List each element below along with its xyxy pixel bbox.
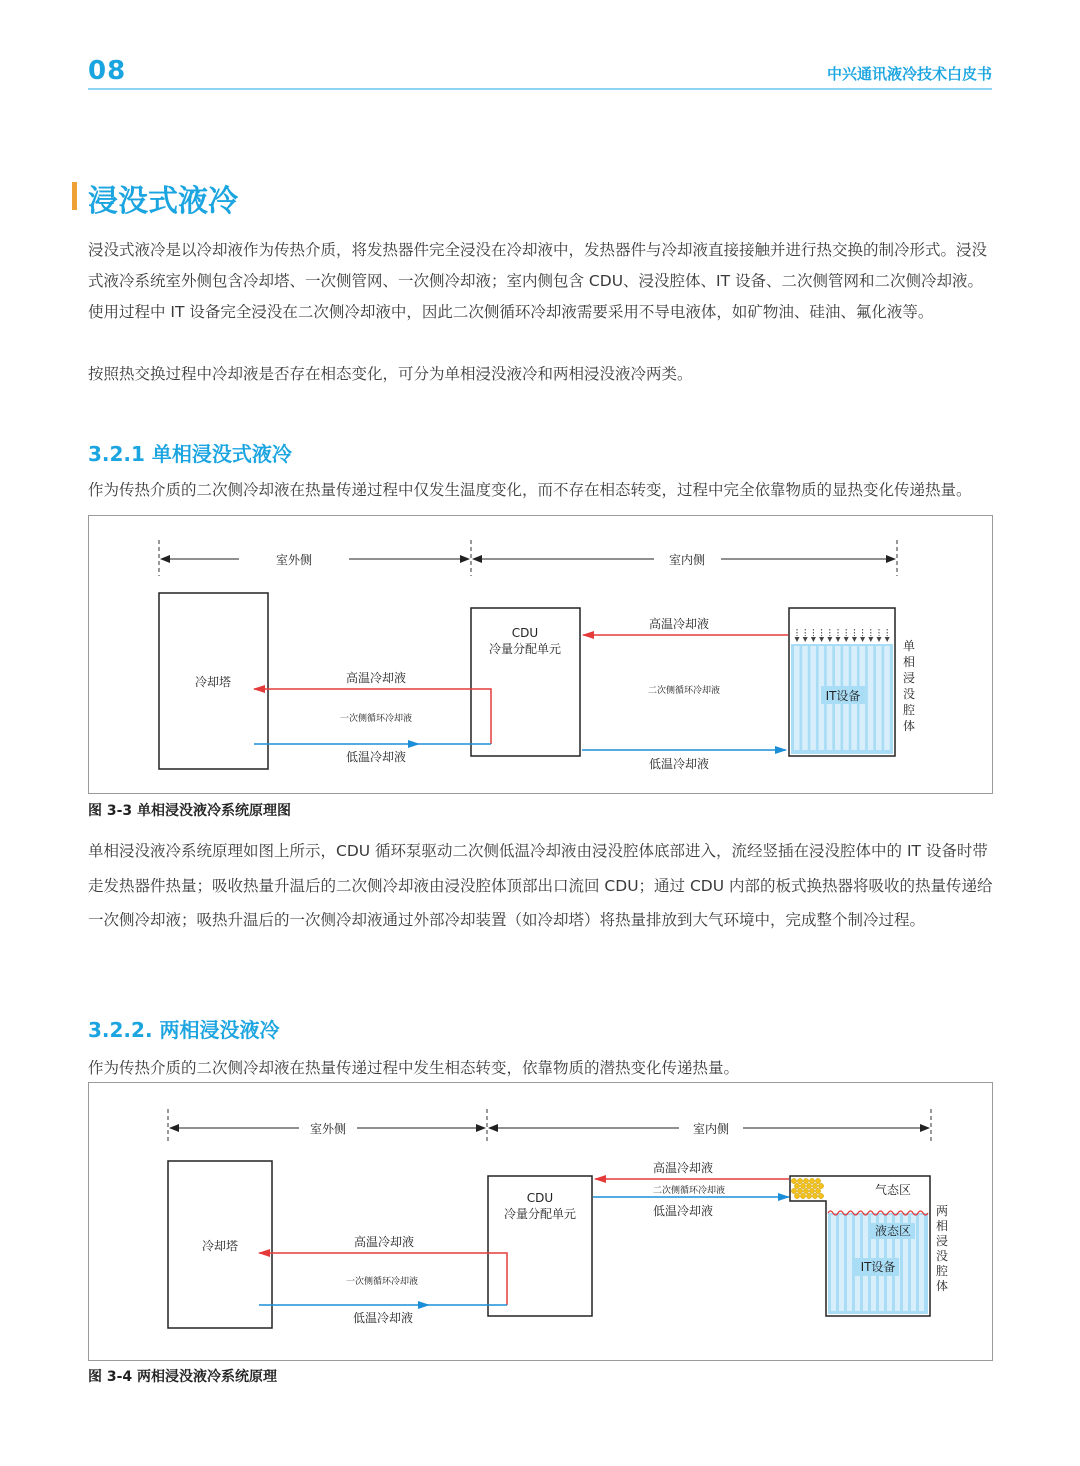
secondary-loop-label: 二次侧循环冷却液 [652, 1186, 726, 1196]
page-number: 08 [88, 56, 127, 86]
vapor-bubble-icon [806, 1193, 811, 1198]
tank-label-char: 体 [902, 719, 916, 733]
tank-label-char: 没 [902, 687, 916, 701]
vapor-bubble-icon [794, 1183, 799, 1188]
vapor-bubble-icon [812, 1193, 817, 1198]
tank-label-char: 浸 [935, 1234, 949, 1248]
vapor-bubble-icon [797, 1178, 802, 1183]
vapor-bubble-icon [800, 1193, 805, 1198]
tank-label-char: 两 [935, 1204, 949, 1218]
diagram-two-phase [89, 1083, 992, 1360]
secondary-cold-label: 低温冷却液 [652, 1204, 714, 1218]
subsection-desc-two-phase: 作为传热介质的二次侧冷却液在热量传递过程中发生相态转变，依靠物质的潜热变化传递热量。 [88, 1059, 740, 1077]
tank-label-char: 相 [935, 1219, 949, 1233]
document-title: 中兴通讯液冷技术白皮书 [826, 65, 992, 83]
vapor-bubble-icon [818, 1193, 823, 1198]
cdu-label: CDU [526, 1191, 554, 1205]
it-blade [794, 646, 800, 750]
secondary-loop-label: 二次侧循环冷却液 [647, 686, 721, 696]
vapor-bubble-icon [818, 1183, 823, 1188]
figure-two-phase [88, 1082, 993, 1361]
vapor-bubble-icon [815, 1178, 820, 1183]
primary-loop-label: 一次侧循环冷却液 [339, 714, 413, 724]
vapor-bubble-icon [815, 1188, 820, 1193]
section-marker [72, 182, 77, 210]
tank-label-char: 浸 [902, 671, 916, 685]
tank-label-char: 没 [935, 1249, 949, 1263]
it-blade [876, 646, 882, 750]
cooling-tower-label: 冷却塔 [201, 1239, 239, 1253]
it-blade [839, 1215, 844, 1311]
it-blade [884, 646, 890, 750]
tank-label-char: 体 [935, 1279, 949, 1293]
figure-caption-two-phase: 图 3-4 两相浸没液冷系统原理 [88, 1369, 278, 1385]
vapor-bubble-icon [812, 1183, 817, 1188]
vapor-bubble-icon [803, 1188, 808, 1193]
tank-vertical-label [936, 1204, 948, 1293]
it-blade [810, 646, 816, 750]
secondary-hot-label: 高温冷却液 [652, 1161, 714, 1175]
tank-label-char: 腔 [902, 703, 916, 717]
vapor-bubble-icon [809, 1178, 814, 1183]
classification-paragraph: 按照热交换过程中冷却液是否存在相态变化，可分为单相浸没液冷和两相浸没液冷两类。 [88, 365, 693, 383]
vapor-bubble-icon [797, 1188, 802, 1193]
subsection-title-two-phase: 3.2.2. 两相浸没液冷 [88, 1018, 280, 1042]
figure-caption-single-phase: 图 3-3 单相浸没液冷系统原理图 [88, 803, 292, 819]
section-title: 浸没式液冷 [88, 184, 238, 219]
subsection-desc-single-phase: 作为传热介质的二次侧冷却液在热量传递过程中仅发生温度变化，而不存在相态转变，过程中完全依靠物质的显热变化传递热量。 [88, 481, 972, 499]
subsection-title-single-phase: 3.2.1 单相浸没式液冷 [88, 442, 292, 466]
it-equipment-label: IT设备 [860, 1260, 896, 1274]
primary-loop-label: 一次侧循环冷却液 [345, 1277, 419, 1287]
figure-single-phase [88, 515, 993, 794]
secondary-hot-label: 高温冷却液 [648, 617, 710, 631]
primary-cold-label: 低温冷却液 [345, 750, 407, 764]
header-divider [88, 88, 992, 90]
outdoor-label: 室外侧 [309, 1122, 347, 1136]
it-blade [847, 1215, 852, 1311]
vapor-bubble-icon [806, 1183, 811, 1188]
diagram-single-phase [89, 516, 992, 793]
vapor-bubble-icon [803, 1178, 808, 1183]
cooling-tower-label: 冷却塔 [194, 675, 232, 689]
tank-label-char: 相 [902, 655, 916, 669]
it-blade [831, 1215, 836, 1311]
vapor-bubble-icon [791, 1178, 796, 1183]
it-blade [919, 1215, 924, 1311]
intro-paragraph: 浸没式液冷是以冷却液作为传热介质，将发热器件完全浸没在冷却液中，发热器件与冷却液直接接触并进行热交换的制冷形式。浸没式液冷系统室外侧包含冷却塔、一次侧管网、一次侧冷却液；室内侧包含 CDU、浸没腔体、IT 设备、二次侧管网和二次侧冷却液。使用过程中 IT 设备完全浸没在二次侧冷却液中，因此二次侧循环冷却液需要采用不导电液体，如矿物油、硅油、氟化液等。 [88, 241, 988, 321]
vapor-bubble-icon [794, 1193, 799, 1198]
vapor-bubble-icon [791, 1188, 796, 1193]
it-blade [802, 646, 808, 750]
indoor-label: 室内侧 [692, 1122, 730, 1136]
tank-label-char: 单 [902, 639, 916, 653]
cdu-sublabel: 冷量分配单元 [488, 642, 562, 656]
single-phase-explanation: 单相浸没液冷系统原理如图上所示，CDU 循环泵驱动二次侧低温冷却液由浸没腔体底部进入，流经竖插在浸没腔体中的 IT 设备时带走发热器件热量；吸收热量升温后的二次侧冷却液由浸没腔体顶部出口流回 CDU；通过 CDU 内部的板式换热器将吸收的热量传递给一次侧冷却液；吸热升温后的一次侧冷却液通过外部冷却装置（如冷却塔）将热量排放到大气环境中，完成整个制冷过程。 [88, 842, 993, 929]
liquid-zone-label: 液态区 [874, 1224, 912, 1238]
primary-cold-label: 低温冷却液 [352, 1311, 414, 1325]
cdu-sublabel: 冷量分配单元 [503, 1207, 577, 1221]
it-equipment-label: IT设备 [825, 689, 861, 703]
secondary-cold-label: 低温冷却液 [648, 757, 710, 771]
primary-hot-label: 高温冷却液 [353, 1235, 415, 1249]
primary-hot-label: 高温冷却液 [345, 671, 407, 685]
tank-vertical-label [903, 639, 915, 733]
indoor-label: 室内侧 [668, 553, 706, 567]
vapor-bubble-icon [809, 1188, 814, 1193]
vapor-bubble-icon [800, 1183, 805, 1188]
tank-label-char: 腔 [935, 1264, 949, 1278]
outdoor-label: 室外侧 [275, 553, 313, 567]
gas-zone-label: 气态区 [874, 1183, 912, 1197]
it-blade [868, 646, 874, 750]
cdu-label: CDU [511, 626, 539, 640]
